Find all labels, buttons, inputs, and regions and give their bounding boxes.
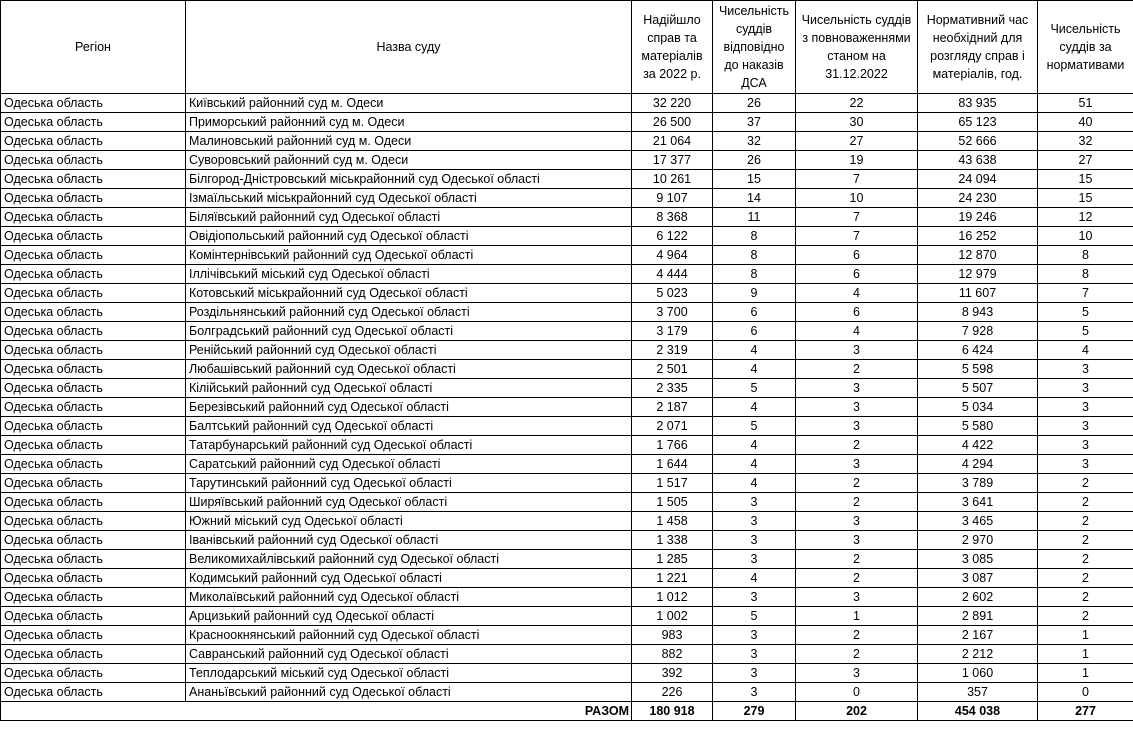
judges-dsa-cell: 4 bbox=[713, 569, 796, 588]
table-row bbox=[1, 398, 1133, 417]
region-cell: Одеська область bbox=[1, 265, 186, 284]
cases-cell: 4 444 bbox=[632, 265, 713, 284]
judges-authorized-cell: 1 bbox=[796, 607, 918, 626]
table-row bbox=[1, 379, 1133, 398]
normative-time-cell: 2 212 bbox=[918, 645, 1038, 664]
normative-time-cell: 3 641 bbox=[918, 493, 1038, 512]
region-cell: Одеська область bbox=[1, 398, 186, 417]
table-row bbox=[1, 417, 1133, 436]
table-row bbox=[1, 569, 1133, 588]
judges-normative-cell: 32 bbox=[1038, 132, 1133, 151]
region-cell: Одеська область bbox=[1, 683, 186, 702]
table-body bbox=[1, 94, 1133, 721]
court-name-cell: Білгород-Дністровський міськрайонний суд Одеської області bbox=[186, 170, 632, 189]
judges-dsa-cell: 6 bbox=[713, 322, 796, 341]
cases-cell: 882 bbox=[632, 645, 713, 664]
judges-authorized-cell: 7 bbox=[796, 227, 918, 246]
cases-cell: 1 458 bbox=[632, 512, 713, 531]
judges-normative-cell: 4 bbox=[1038, 341, 1133, 360]
judges-normative-cell: 3 bbox=[1038, 417, 1133, 436]
court-name-cell: Болградський районний суд Одеської області bbox=[186, 322, 632, 341]
judges-dsa-cell: 3 bbox=[713, 683, 796, 702]
region-cell: Одеська область bbox=[1, 284, 186, 303]
judges-dsa-cell: 15 bbox=[713, 170, 796, 189]
judges-dsa-cell: 11 bbox=[713, 208, 796, 227]
judges-authorized-cell: 19 bbox=[796, 151, 918, 170]
region-cell: Одеська область bbox=[1, 113, 186, 132]
judges-dsa-cell: 3 bbox=[713, 626, 796, 645]
cases-cell: 10 261 bbox=[632, 170, 713, 189]
cases-cell: 392 bbox=[632, 664, 713, 683]
normative-time-cell: 65 123 bbox=[918, 113, 1038, 132]
judges-normative-cell: 0 bbox=[1038, 683, 1133, 702]
normative-time-cell: 7 928 bbox=[918, 322, 1038, 341]
judges-dsa-cell: 3 bbox=[713, 588, 796, 607]
court-name-cell: Ананьївський районний суд Одеської області bbox=[186, 683, 632, 702]
court-name-cell: Роздільнянський районний суд Одеської області bbox=[186, 303, 632, 322]
region-cell: Одеська область bbox=[1, 208, 186, 227]
table-row bbox=[1, 246, 1133, 265]
judges-dsa-cell: 4 bbox=[713, 398, 796, 417]
region-cell: Одеська область bbox=[1, 94, 186, 113]
court-name-cell: Ширяївський районний суд Одеської області bbox=[186, 493, 632, 512]
header-row bbox=[1, 1, 1133, 94]
normative-time-cell: 3 087 bbox=[918, 569, 1038, 588]
header-court-name: Назва суду bbox=[186, 1, 632, 94]
cases-cell: 1 221 bbox=[632, 569, 713, 588]
judges-dsa-cell: 4 bbox=[713, 360, 796, 379]
total-label: РАЗОМ bbox=[1, 702, 632, 721]
judges-authorized-cell: 3 bbox=[796, 417, 918, 436]
judges-authorized-cell: 10 bbox=[796, 189, 918, 208]
cases-cell: 226 bbox=[632, 683, 713, 702]
judges-dsa-cell: 3 bbox=[713, 550, 796, 569]
region-cell: Одеська область bbox=[1, 170, 186, 189]
normative-time-cell: 5 034 bbox=[918, 398, 1038, 417]
normative-time-cell: 24 230 bbox=[918, 189, 1038, 208]
region-cell: Одеська область bbox=[1, 493, 186, 512]
judges-normative-cell: 7 bbox=[1038, 284, 1133, 303]
region-cell: Одеська область bbox=[1, 455, 186, 474]
table-row bbox=[1, 664, 1133, 683]
normative-time-cell: 52 666 bbox=[918, 132, 1038, 151]
judges-normative-cell: 10 bbox=[1038, 227, 1133, 246]
judges-dsa-cell: 4 bbox=[713, 474, 796, 493]
cases-cell: 1 505 bbox=[632, 493, 713, 512]
table-row bbox=[1, 341, 1133, 360]
normative-time-cell: 24 094 bbox=[918, 170, 1038, 189]
court-name-cell: Красноокнянський районний суд Одеської області bbox=[186, 626, 632, 645]
cases-cell: 1 338 bbox=[632, 531, 713, 550]
judges-normative-cell: 3 bbox=[1038, 360, 1133, 379]
normative-time-cell: 3 465 bbox=[918, 512, 1038, 531]
judges-authorized-cell: 6 bbox=[796, 303, 918, 322]
region-cell: Одеська область bbox=[1, 664, 186, 683]
table-row bbox=[1, 474, 1133, 493]
judges-normative-cell: 15 bbox=[1038, 170, 1133, 189]
judges-authorized-cell: 4 bbox=[796, 284, 918, 303]
cases-cell: 26 500 bbox=[632, 113, 713, 132]
judges-normative-cell: 2 bbox=[1038, 588, 1133, 607]
judges-dsa-cell: 4 bbox=[713, 455, 796, 474]
cases-cell: 2 501 bbox=[632, 360, 713, 379]
table-row bbox=[1, 607, 1133, 626]
region-cell: Одеська область bbox=[1, 550, 186, 569]
court-name-cell: Любашівський районний суд Одеської області bbox=[186, 360, 632, 379]
judges-normative-cell: 51 bbox=[1038, 94, 1133, 113]
table-row bbox=[1, 550, 1133, 569]
region-cell: Одеська область bbox=[1, 626, 186, 645]
judges-authorized-cell: 27 bbox=[796, 132, 918, 151]
cases-cell: 3 700 bbox=[632, 303, 713, 322]
region-cell: Одеська область bbox=[1, 569, 186, 588]
judges-authorized-cell: 2 bbox=[796, 645, 918, 664]
judges-authorized-cell: 2 bbox=[796, 569, 918, 588]
table-row bbox=[1, 531, 1133, 550]
court-name-cell: Малиновський районний суд м. Одеси bbox=[186, 132, 632, 151]
table-row bbox=[1, 512, 1133, 531]
table-row bbox=[1, 455, 1133, 474]
cases-cell: 8 368 bbox=[632, 208, 713, 227]
normative-time-cell: 12 979 bbox=[918, 265, 1038, 284]
judges-authorized-cell: 3 bbox=[796, 398, 918, 417]
region-cell: Одеська область bbox=[1, 645, 186, 664]
judges-normative-cell: 5 bbox=[1038, 303, 1133, 322]
judges-dsa-cell: 6 bbox=[713, 303, 796, 322]
header-judges-normative: Чисельність суддів за нормативами bbox=[1038, 1, 1133, 94]
cases-cell: 17 377 bbox=[632, 151, 713, 170]
region-cell: Одеська область bbox=[1, 322, 186, 341]
court-name-cell: Іванівський районний суд Одеської області bbox=[186, 531, 632, 550]
judges-authorized-cell: 3 bbox=[796, 531, 918, 550]
table-row bbox=[1, 151, 1133, 170]
judges-dsa-cell: 37 bbox=[713, 113, 796, 132]
table-row bbox=[1, 227, 1133, 246]
table-row bbox=[1, 322, 1133, 341]
judges-dsa-cell: 32 bbox=[713, 132, 796, 151]
region-cell: Одеська область bbox=[1, 417, 186, 436]
region-cell: Одеська область bbox=[1, 436, 186, 455]
judges-authorized-cell: 3 bbox=[796, 512, 918, 531]
judges-authorized-cell: 7 bbox=[796, 208, 918, 227]
judges-normative-cell: 8 bbox=[1038, 265, 1133, 284]
region-cell: Одеська область bbox=[1, 607, 186, 626]
table-row bbox=[1, 284, 1133, 303]
normative-time-cell: 2 891 bbox=[918, 607, 1038, 626]
normative-time-cell: 6 424 bbox=[918, 341, 1038, 360]
court-name-cell: Теплодарський міський суд Одеської області bbox=[186, 664, 632, 683]
total-judges-authorized: 202 bbox=[796, 702, 918, 721]
table-row bbox=[1, 265, 1133, 284]
normative-time-cell: 11 607 bbox=[918, 284, 1038, 303]
table-row bbox=[1, 588, 1133, 607]
judges-authorized-cell: 2 bbox=[796, 626, 918, 645]
cases-cell: 9 107 bbox=[632, 189, 713, 208]
judges-normative-cell: 2 bbox=[1038, 531, 1133, 550]
court-name-cell: Котовський міськрайонний суд Одеської області bbox=[186, 284, 632, 303]
judges-normative-cell: 1 bbox=[1038, 626, 1133, 645]
judges-authorized-cell: 2 bbox=[796, 550, 918, 569]
court-name-cell: Миколаївський районний суд Одеської області bbox=[186, 588, 632, 607]
judges-dsa-cell: 3 bbox=[713, 531, 796, 550]
region-cell: Одеська область bbox=[1, 588, 186, 607]
table-row bbox=[1, 436, 1133, 455]
normative-time-cell: 2 167 bbox=[918, 626, 1038, 645]
table-row bbox=[1, 626, 1133, 645]
judges-dsa-cell: 3 bbox=[713, 493, 796, 512]
judges-normative-cell: 5 bbox=[1038, 322, 1133, 341]
judges-normative-cell: 27 bbox=[1038, 151, 1133, 170]
normative-time-cell: 5 507 bbox=[918, 379, 1038, 398]
table-row bbox=[1, 493, 1133, 512]
judges-normative-cell: 3 bbox=[1038, 379, 1133, 398]
table-row bbox=[1, 303, 1133, 322]
court-name-cell: Овідіопольський районний суд Одеської області bbox=[186, 227, 632, 246]
cases-cell: 2 319 bbox=[632, 341, 713, 360]
court-name-cell: Великомихайлівський районний суд Одеської області bbox=[186, 550, 632, 569]
court-name-cell: Арцизький районний суд Одеської області bbox=[186, 607, 632, 626]
cases-cell: 2 335 bbox=[632, 379, 713, 398]
judges-authorized-cell: 4 bbox=[796, 322, 918, 341]
judges-dsa-cell: 8 bbox=[713, 227, 796, 246]
judges-normative-cell: 2 bbox=[1038, 474, 1133, 493]
judges-normative-cell: 8 bbox=[1038, 246, 1133, 265]
region-cell: Одеська область bbox=[1, 341, 186, 360]
judges-authorized-cell: 7 bbox=[796, 170, 918, 189]
normative-time-cell: 8 943 bbox=[918, 303, 1038, 322]
judges-authorized-cell: 6 bbox=[796, 265, 918, 284]
judges-dsa-cell: 9 bbox=[713, 284, 796, 303]
table-row bbox=[1, 360, 1133, 379]
judges-normative-cell: 2 bbox=[1038, 550, 1133, 569]
normative-time-cell: 12 870 bbox=[918, 246, 1038, 265]
judges-normative-cell: 2 bbox=[1038, 493, 1133, 512]
court-name-cell: Балтський районний суд Одеської області bbox=[186, 417, 632, 436]
judges-normative-cell: 2 bbox=[1038, 512, 1133, 531]
total-judges-dsa: 279 bbox=[713, 702, 796, 721]
region-cell: Одеська область bbox=[1, 379, 186, 398]
judges-normative-cell: 12 bbox=[1038, 208, 1133, 227]
judges-normative-cell: 2 bbox=[1038, 569, 1133, 588]
table-row bbox=[1, 132, 1133, 151]
judges-authorized-cell: 3 bbox=[796, 455, 918, 474]
judges-authorized-cell: 30 bbox=[796, 113, 918, 132]
normative-time-cell: 4 422 bbox=[918, 436, 1038, 455]
table-row bbox=[1, 189, 1133, 208]
judges-dsa-cell: 5 bbox=[713, 607, 796, 626]
normative-time-cell: 357 bbox=[918, 683, 1038, 702]
judges-dsa-cell: 14 bbox=[713, 189, 796, 208]
header-judges-dsa: Чисельність суддів відповідно до наказів ДСА bbox=[713, 1, 796, 94]
judges-normative-cell: 3 bbox=[1038, 436, 1133, 455]
table-row bbox=[1, 113, 1133, 132]
total-row bbox=[1, 702, 1133, 721]
cases-cell: 983 bbox=[632, 626, 713, 645]
judges-dsa-cell: 5 bbox=[713, 417, 796, 436]
cases-cell: 1 285 bbox=[632, 550, 713, 569]
judges-authorized-cell: 2 bbox=[796, 436, 918, 455]
total-judges-normative: 277 bbox=[1038, 702, 1133, 721]
region-cell: Одеська область bbox=[1, 132, 186, 151]
judges-dsa-cell: 5 bbox=[713, 379, 796, 398]
normative-time-cell: 83 935 bbox=[918, 94, 1038, 113]
normative-time-cell: 3 789 bbox=[918, 474, 1038, 493]
table-row bbox=[1, 208, 1133, 227]
total-cases: 180 918 bbox=[632, 702, 713, 721]
table-row bbox=[1, 683, 1133, 702]
region-cell: Одеська область bbox=[1, 189, 186, 208]
judges-authorized-cell: 3 bbox=[796, 341, 918, 360]
cases-cell: 1 012 bbox=[632, 588, 713, 607]
cases-cell: 1 766 bbox=[632, 436, 713, 455]
header-normative-time: Нормативний час необхідний для розгляду справ і матеріалів, год. bbox=[918, 1, 1038, 94]
cases-cell: 4 964 bbox=[632, 246, 713, 265]
judges-normative-cell: 3 bbox=[1038, 398, 1133, 417]
region-cell: Одеська область bbox=[1, 151, 186, 170]
region-cell: Одеська область bbox=[1, 474, 186, 493]
cases-cell: 2 071 bbox=[632, 417, 713, 436]
normative-time-cell: 16 252 bbox=[918, 227, 1038, 246]
cases-cell: 1 644 bbox=[632, 455, 713, 474]
cases-cell: 5 023 bbox=[632, 284, 713, 303]
court-name-cell: Комінтернівський районний суд Одеської області bbox=[186, 246, 632, 265]
cases-cell: 3 179 bbox=[632, 322, 713, 341]
judges-dsa-cell: 8 bbox=[713, 246, 796, 265]
cases-cell: 6 122 bbox=[632, 227, 713, 246]
region-cell: Одеська область bbox=[1, 303, 186, 322]
court-name-cell: Кілійський районний суд Одеської області bbox=[186, 379, 632, 398]
court-name-cell: Іллічівський міський суд Одеської області bbox=[186, 265, 632, 284]
region-cell: Одеська область bbox=[1, 246, 186, 265]
region-cell: Одеська область bbox=[1, 360, 186, 379]
normative-time-cell: 43 638 bbox=[918, 151, 1038, 170]
normative-time-cell: 4 294 bbox=[918, 455, 1038, 474]
judges-authorized-cell: 22 bbox=[796, 94, 918, 113]
judges-dsa-cell: 8 bbox=[713, 265, 796, 284]
table-row bbox=[1, 170, 1133, 189]
table-row bbox=[1, 94, 1133, 113]
judges-dsa-cell: 3 bbox=[713, 664, 796, 683]
cases-cell: 2 187 bbox=[632, 398, 713, 417]
judges-authorized-cell: 0 bbox=[796, 683, 918, 702]
header-region: Регіон bbox=[1, 1, 186, 94]
judges-dsa-cell: 26 bbox=[713, 94, 796, 113]
region-cell: Одеська область bbox=[1, 531, 186, 550]
judges-dsa-cell: 4 bbox=[713, 436, 796, 455]
total-normative-time: 454 038 bbox=[918, 702, 1038, 721]
normative-time-cell: 2 970 bbox=[918, 531, 1038, 550]
judges-authorized-cell: 3 bbox=[796, 588, 918, 607]
judges-dsa-cell: 3 bbox=[713, 512, 796, 531]
judges-authorized-cell: 6 bbox=[796, 246, 918, 265]
judges-authorized-cell: 3 bbox=[796, 664, 918, 683]
judges-normative-cell: 1 bbox=[1038, 664, 1133, 683]
judges-authorized-cell: 3 bbox=[796, 379, 918, 398]
region-cell: Одеська область bbox=[1, 227, 186, 246]
court-name-cell: Приморський районний суд м. Одеси bbox=[186, 113, 632, 132]
court-name-cell: Ренійський районний суд Одеської області bbox=[186, 341, 632, 360]
normative-time-cell: 2 602 bbox=[918, 588, 1038, 607]
header-judges-authorized: Чисельність суддів з повноваженнями станом на 31.12.2022 bbox=[796, 1, 918, 94]
judges-authorized-cell: 2 bbox=[796, 360, 918, 379]
judges-normative-cell: 1 bbox=[1038, 645, 1133, 664]
cases-cell: 32 220 bbox=[632, 94, 713, 113]
region-cell: Одеська область bbox=[1, 512, 186, 531]
judges-authorized-cell: 2 bbox=[796, 493, 918, 512]
judges-normative-cell: 15 bbox=[1038, 189, 1133, 208]
header-cases-received: Надійшло справ та матеріалів за 2022 р. bbox=[632, 1, 713, 94]
court-name-cell: Ізмаїльський міськрайонний суд Одеської області bbox=[186, 189, 632, 208]
judges-dsa-cell: 3 bbox=[713, 645, 796, 664]
table-row bbox=[1, 645, 1133, 664]
court-name-cell: Березівський районний суд Одеської області bbox=[186, 398, 632, 417]
normative-time-cell: 5 598 bbox=[918, 360, 1038, 379]
judges-dsa-cell: 26 bbox=[713, 151, 796, 170]
judges-normative-cell: 40 bbox=[1038, 113, 1133, 132]
court-name-cell: Савранський районний суд Одеської області bbox=[186, 645, 632, 664]
court-name-cell: Татарбунарський районний суд Одеської області bbox=[186, 436, 632, 455]
court-name-cell: Київський районний суд м. Одеси bbox=[186, 94, 632, 113]
cases-cell: 1 517 bbox=[632, 474, 713, 493]
normative-time-cell: 19 246 bbox=[918, 208, 1038, 227]
normative-time-cell: 5 580 bbox=[918, 417, 1038, 436]
normative-time-cell: 3 085 bbox=[918, 550, 1038, 569]
court-name-cell: Саратський районний суд Одеської області bbox=[186, 455, 632, 474]
normative-time-cell: 1 060 bbox=[918, 664, 1038, 683]
cases-cell: 21 064 bbox=[632, 132, 713, 151]
court-name-cell: Біляївський районний суд Одеської області bbox=[186, 208, 632, 227]
court-name-cell: Южний міський суд Одеської області bbox=[186, 512, 632, 531]
court-name-cell: Суворовський районний суд м. Одеси bbox=[186, 151, 632, 170]
judges-dsa-cell: 4 bbox=[713, 341, 796, 360]
court-name-cell: Кодимський районний суд Одеської області bbox=[186, 569, 632, 588]
judges-normative-cell: 3 bbox=[1038, 455, 1133, 474]
judges-authorized-cell: 2 bbox=[796, 474, 918, 493]
judges-normative-cell: 2 bbox=[1038, 607, 1133, 626]
court-name-cell: Тарутинський районний суд Одеської області bbox=[186, 474, 632, 493]
cases-cell: 1 002 bbox=[632, 607, 713, 626]
